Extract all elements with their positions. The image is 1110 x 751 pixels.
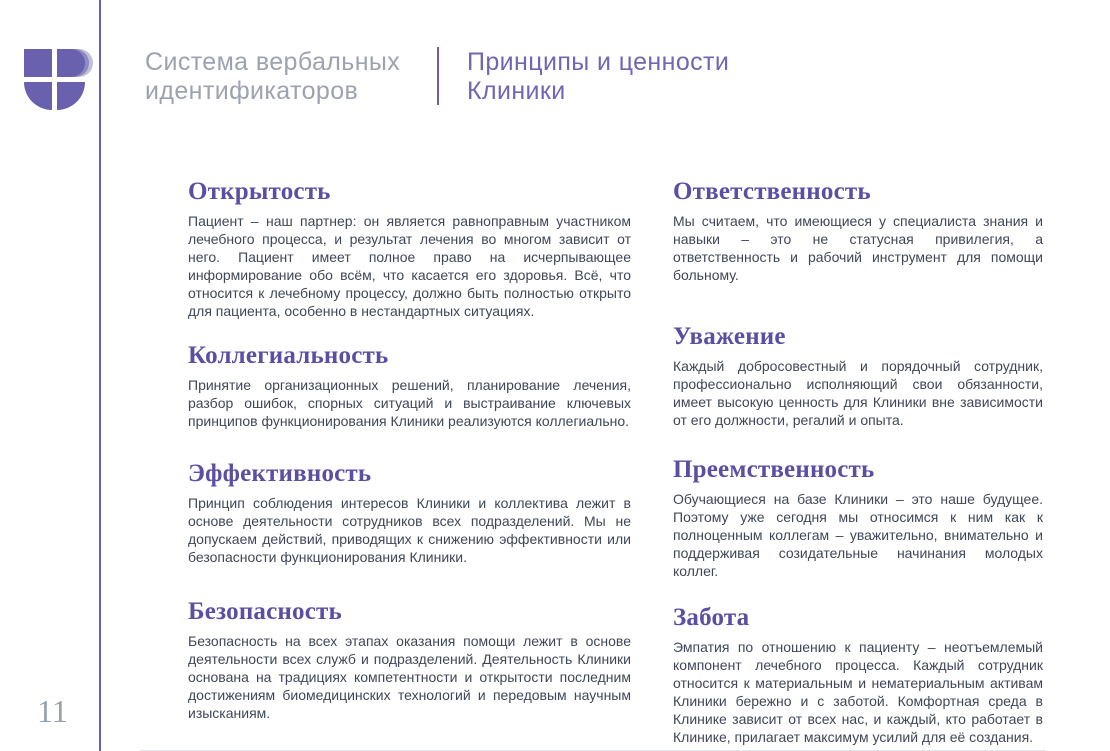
section-respect xyxy=(673,323,1043,429)
section-body: Мы считаем, что имеющиеся у специалиста знания и навыки – это не статусная привилегия, а ответственность и рабочий инструмент для помощи больному. xyxy=(673,213,1043,283)
section-heading: Уважение xyxy=(673,323,786,350)
page-number: 11 xyxy=(37,693,68,729)
section-body: Пациент – наш партнер: он является равноправным участником лечебного процесса, и результат лечения во многом зависит от него. Пациент имеет полное право на исчерпывающее информирование обо всём, что касается его здоровья. Всё, что относится к лечебному процессу, должно быть полностью открыто для пациента, особенно в нестандартных ситуациях. xyxy=(188,213,631,319)
section-openness xyxy=(188,178,631,320)
section-body: Безопасность на всех этапах оказания помощи лежит в основе деятельности всех служб и подразделений. Деятельность Клиники основана на традициях компетентности и открытости последним достижениям биомедицинских технологий и передовым научным изысканиям. xyxy=(188,633,631,721)
document-title: Система вербальных идентификаторов xyxy=(145,48,401,105)
section-heading: Ответственность xyxy=(673,178,871,205)
section-collegiality xyxy=(188,342,631,430)
section-responsibility xyxy=(673,178,1043,284)
logo-square xyxy=(24,49,52,77)
section-body: Принцип соблюдения интересов Клиники и коллектива лежит в основе деятельности сотрудников всех подразделений. Мы не допускаем действий, приводящих к снижению эффективности или безопасности функционирования Клиники. xyxy=(188,495,631,565)
section-heading: Коллегиальность xyxy=(188,342,389,369)
section-heading: Открытость xyxy=(188,178,331,205)
logo-halfdisc xyxy=(57,49,85,77)
section-safety xyxy=(188,598,631,722)
clinic-logo-icon xyxy=(24,49,96,111)
section-body: Эмпатия по отношению к пациенту – неотъемлемый компонент лечебного процесса. Каждый сотрудник относится к материальным и нематериальным активам Клиники бережно и с заботой. Комфортная среда в Клинике зависит от всех нас, и каждый, кто работает в Клинике, прилагает максимум усилий для её создания. xyxy=(673,639,1043,745)
left-column xyxy=(188,178,631,722)
page-title: Принципы и ценности Клиники xyxy=(467,48,730,105)
section-body: Принятие организационных решений, планирование лечения, разбор ошибок, спорных ситуаций и выстраивание ключевых принципов функционирования Клиники реализуются коллегиально. xyxy=(188,377,631,429)
right-column xyxy=(673,178,1043,746)
section-body: Обучающиеся на базе Клиники – это наше будущее. Поэтому уже сегодня мы относимся к ним как к полноценным коллегам – уважительно, внимательно и поддерживая созидательные начинания молодых коллег. xyxy=(673,491,1043,579)
section-continuity xyxy=(673,456,1043,580)
section-heading: Преемственность xyxy=(673,456,875,483)
logo-quarter-bottom-left xyxy=(24,82,52,110)
header-divider xyxy=(437,47,439,105)
accent-vertical-rule xyxy=(99,0,101,751)
section-heading: Эффективность xyxy=(188,460,372,487)
logo-quarter-bottom-right xyxy=(57,82,85,110)
section-body: Каждый добросовестный и порядочный сотрудник, профессионально исполняющий свои обязанности, имеет высокую ценность для Клиники вне зависимости от его должности, регалий и опыта. xyxy=(673,358,1043,428)
section-care xyxy=(673,604,1043,746)
section-effectiveness xyxy=(188,460,631,566)
section-heading: Забота xyxy=(673,604,750,631)
section-heading: Безопасность xyxy=(188,598,342,625)
